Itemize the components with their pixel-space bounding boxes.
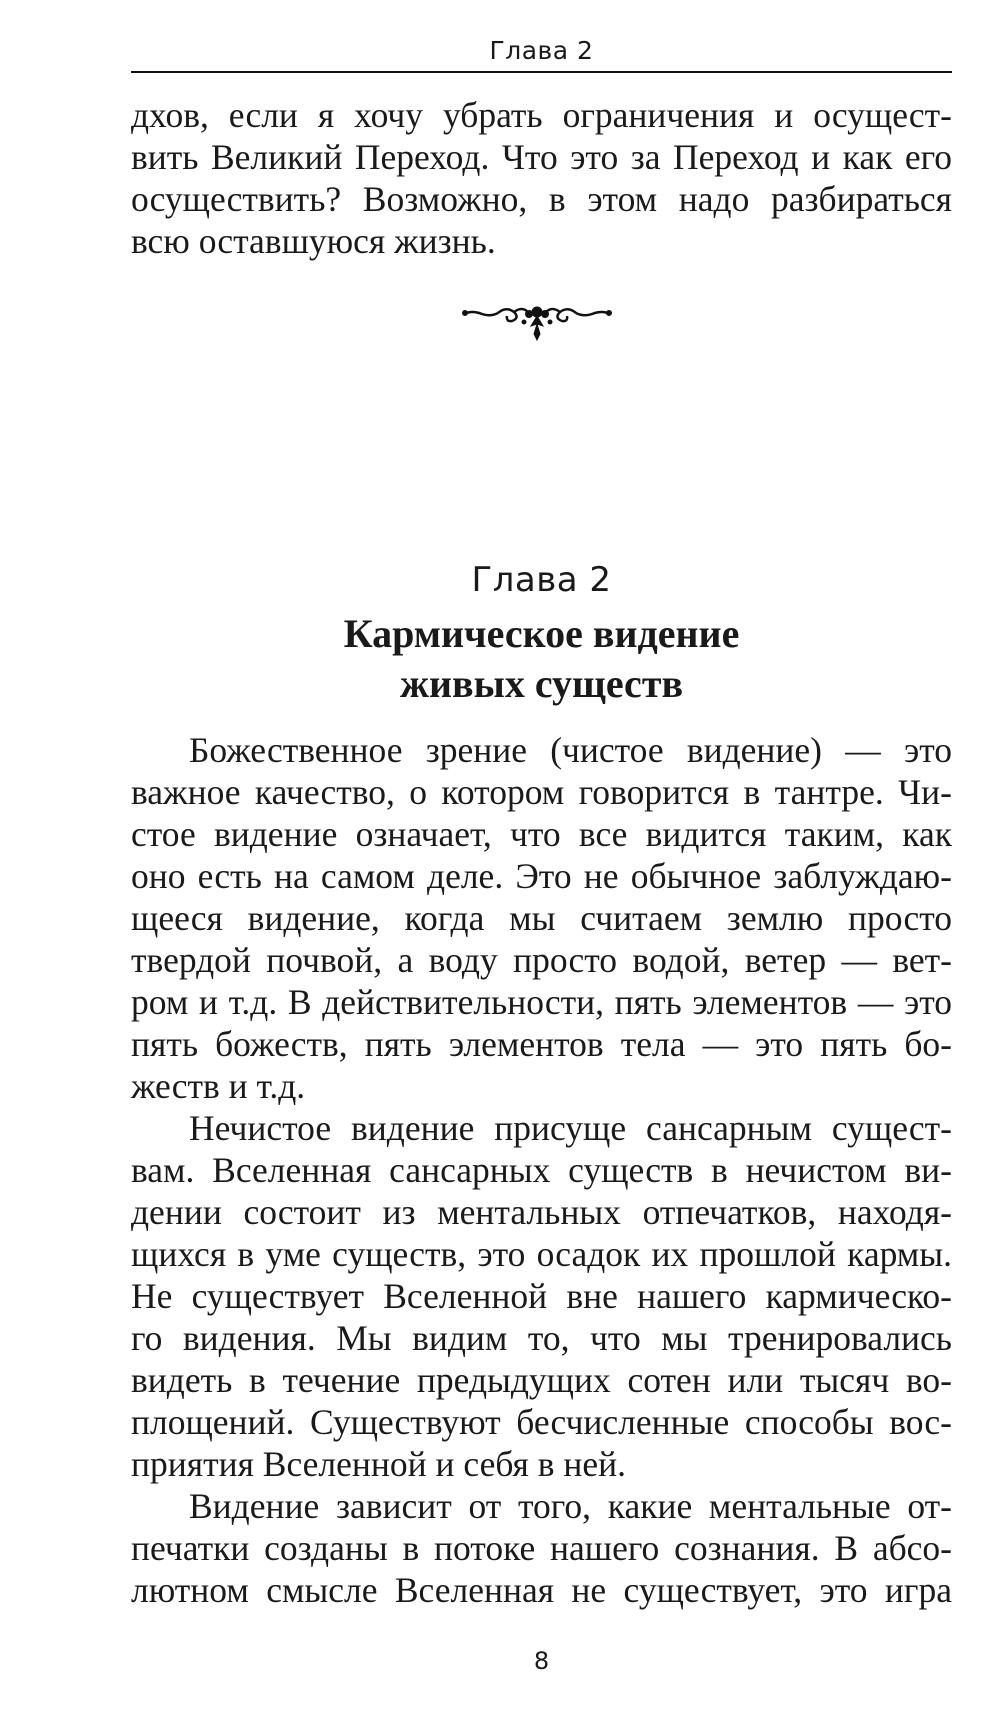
text-line: пять божеств, пять элементов тела — это пять бо-: [131, 1024, 952, 1064]
opening-paragraph: [131, 94, 952, 262]
chapter-title-line: Кармическое видение: [343, 611, 740, 656]
text-line: Божественное зрение (чистое видение) — это: [189, 730, 952, 770]
running-head: Глава 2: [489, 36, 594, 65]
text-line: осуществить? Возможно, в этом надо разбираться: [131, 179, 952, 219]
text-line: щееся видение, когда мы считаем землю просто: [131, 898, 952, 938]
text-line: дхов, если я хочу убрать ограничения и осущест-: [131, 95, 952, 135]
text-line: приятия Вселенной и себя в ней.: [131, 1444, 626, 1484]
chapter-title-line: живых существ: [399, 661, 684, 706]
text-line: всю оставшуюся жизнь.: [131, 221, 496, 261]
text-line: важное качество, о котором говорится в тантре. Чи-: [131, 772, 952, 812]
text-line: дении состоит из ментальных отпечатков, находя-: [131, 1192, 952, 1232]
fleuron-divider-icon: [462, 300, 612, 344]
chapter-label: Глава 2: [471, 560, 612, 600]
text-line: лютном смысле Вселенная не существует, это игра: [131, 1570, 952, 1610]
text-line: площений. Существуют бесчисленные способы вос-: [131, 1402, 952, 1442]
text-line: печатки созданы в потоке нашего сознания. В абсо-: [131, 1528, 952, 1568]
text-line: Видение зависит от того, какие ментальные от-: [189, 1486, 952, 1526]
paragraph: [131, 1107, 952, 1485]
text-line: Не существует Вселенной вне нашего кармическо-: [131, 1276, 952, 1316]
paragraph: [131, 729, 952, 1107]
header-rule: [131, 71, 952, 73]
text-line: видеть в течение предыдущих сотен или тысяч во-: [131, 1360, 952, 1400]
text-line: вам. Вселенная сансарных существ в нечистом ви-: [131, 1150, 952, 1190]
text-line: жеств и т.д.: [131, 1066, 306, 1106]
text-line: Нечистое видение присуще сансарным сущест-: [189, 1108, 952, 1148]
text-line: оно есть на самом деле. Это не обычное заблуждаю-: [131, 856, 952, 896]
text-line: го видения. Мы видим то, что мы тренировались: [131, 1318, 952, 1358]
text-line: вить Великий Переход. Что это за Переход и как его: [131, 137, 952, 177]
text-line: твердой почвой, а воду просто водой, ветер — вет-: [131, 940, 952, 980]
text-line: щихся в уме существ, это осадок их прошлой кармы.: [131, 1234, 952, 1274]
page-number: 8: [533, 1647, 550, 1675]
text-line: стое видение означает, что все видится таким, как: [131, 814, 952, 854]
paragraph: [131, 1485, 952, 1611]
text-line: ром и т.д. В действительности, пять элементов — это: [131, 982, 952, 1022]
chapter-title: [131, 609, 952, 709]
